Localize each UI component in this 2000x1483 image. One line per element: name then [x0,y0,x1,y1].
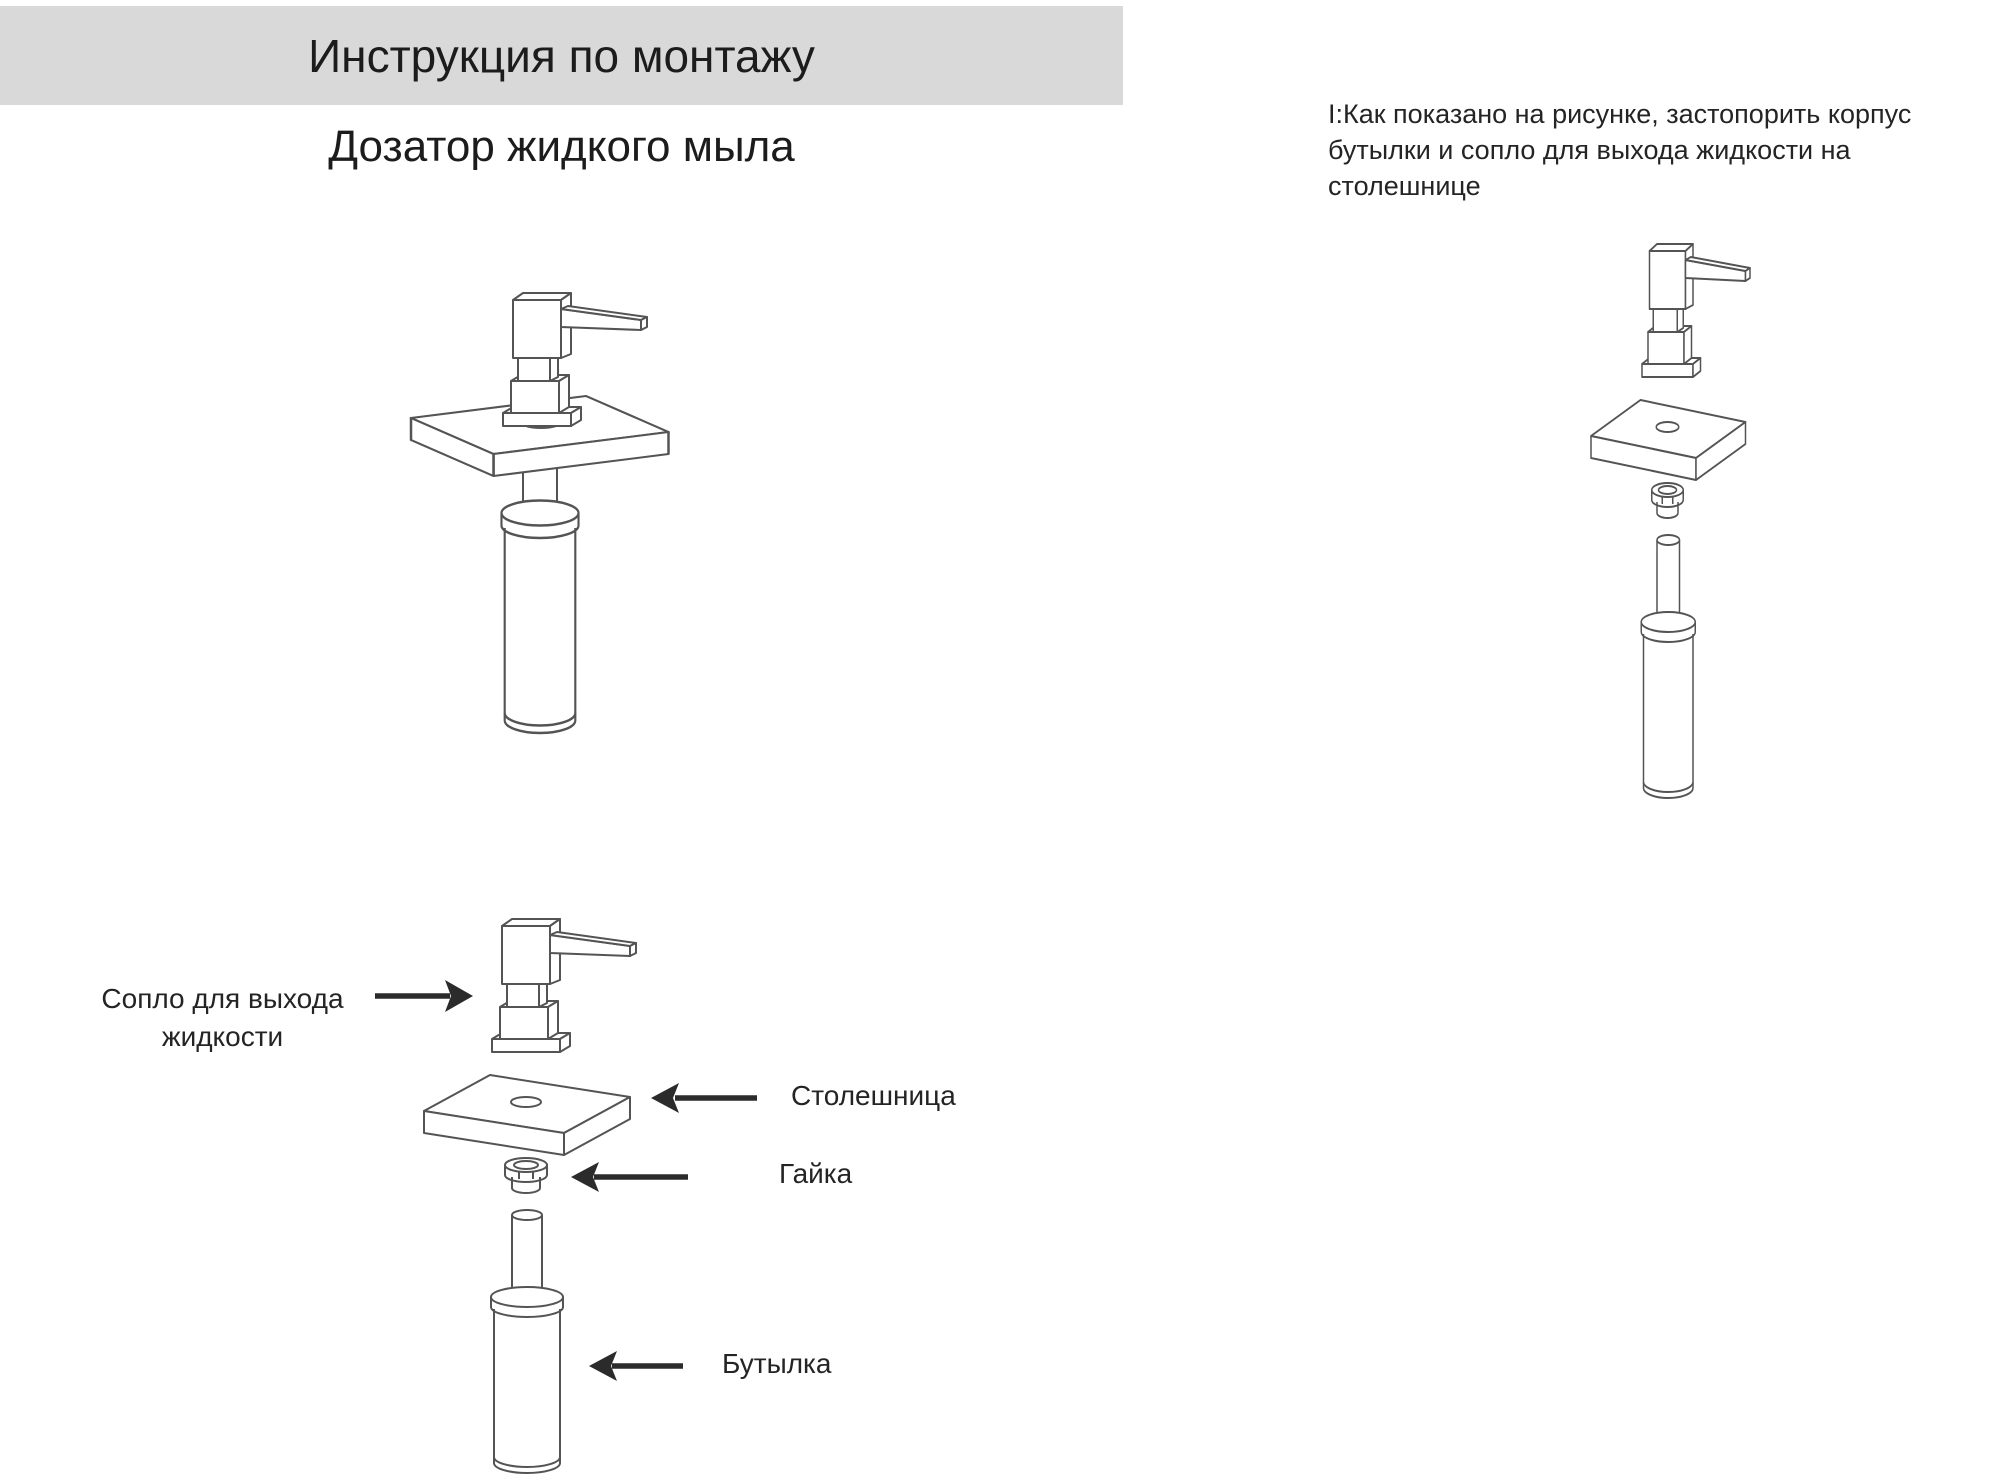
nozzle-arrow [375,980,473,1012]
exploded-view-drawing-right [1591,244,1750,798]
step-instruction-line: I:Как показано на рисунке, застопорить корпус [1328,99,1912,129]
countertop-arrow [651,1083,757,1113]
nozzle-label: Сопло для выхода жидкости [101,983,344,1052]
bottle-arrow [589,1351,683,1381]
nut-arrow [571,1162,688,1192]
countertop-label: Столешница [791,1080,956,1111]
step-instruction-line: бутылки и сопло для выхода жидкости на [1328,135,1851,165]
nut-label: Гайка [779,1158,853,1189]
assembled-dispenser-drawing [411,293,669,733]
step-instruction-line: столешнице [1328,171,1481,201]
bottle-label: Бутылка [722,1348,832,1379]
page-title: Инструкция по монтажу [308,29,815,82]
pump-head-drawing [503,293,647,426]
product-subtitle: Дозатор жидкого мыла [328,122,795,171]
bottle-drawing [501,501,578,734]
